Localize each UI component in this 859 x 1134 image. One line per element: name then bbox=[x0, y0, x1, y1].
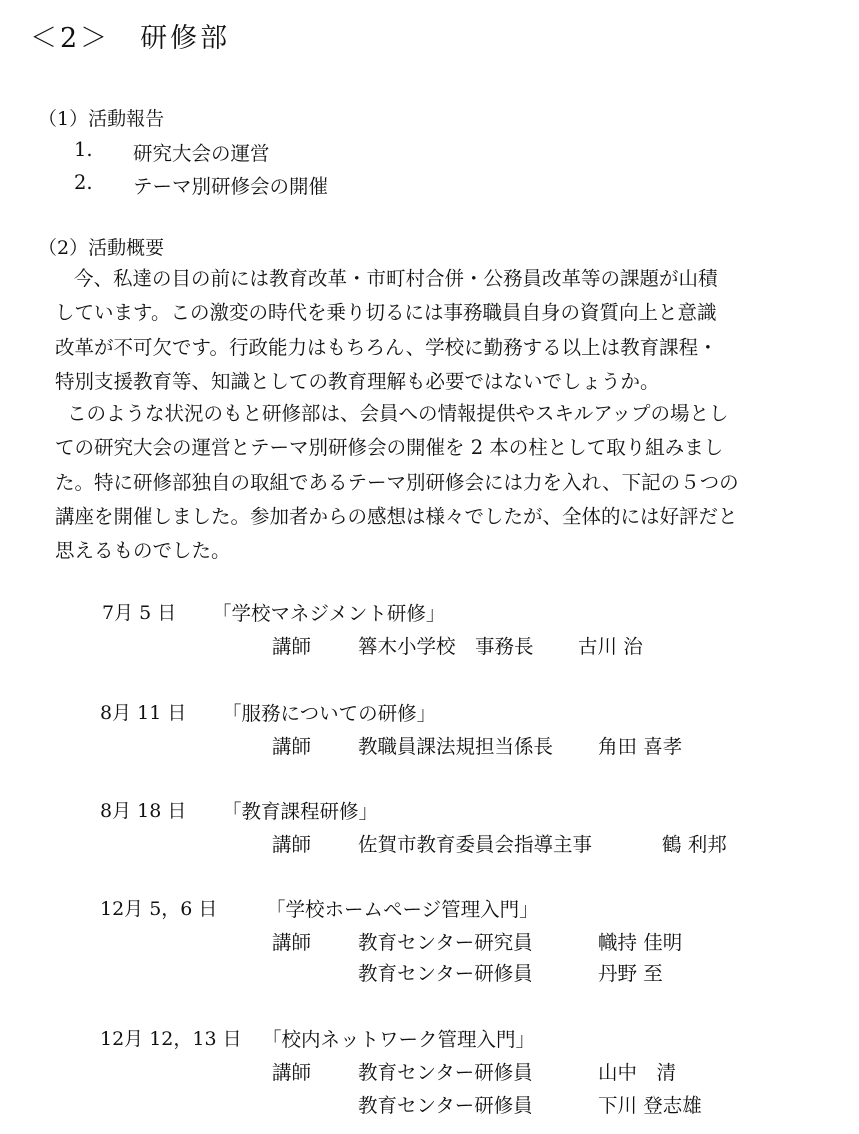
seminar-date: 8月 11 日 bbox=[100, 702, 187, 724]
lecturer-label: 講師 bbox=[272, 833, 312, 856]
lecturer-name: 丹野 至 bbox=[598, 962, 663, 985]
seminar-title: 「教育課程研修」 bbox=[222, 800, 379, 823]
seminar-date: 12月 5，6 日 bbox=[100, 898, 218, 920]
seminar-title: 「校内ネットワーク管理入門」 bbox=[262, 1028, 536, 1051]
overview-paragraph-2 bbox=[55, 397, 815, 568]
seminar-title: 「学校ホームページ管理入門」 bbox=[266, 898, 539, 921]
lecturer-name: 角田 喜孝 bbox=[598, 735, 683, 758]
paragraph-line: 思えるものでした。 bbox=[55, 539, 231, 563]
paragraph-line: 改革が不可欠です。行政能力はもちろん、学校に勤務する以上は教育課程・ bbox=[55, 335, 718, 359]
lecturer-role: 教育センター研修員 bbox=[358, 1094, 533, 1117]
paragraph-line: た。特に研修部独自の取組であるテーマ別研修会には力を入れ、下記の５つの bbox=[55, 470, 739, 494]
lecturer-name: 下川 登志雄 bbox=[598, 1094, 702, 1117]
lecturer-label: 講師 bbox=[272, 735, 312, 758]
paragraph-line: ての研究大会の運営とテーマ別研修会の開催を 2 本の柱として取り組みまし bbox=[55, 436, 724, 460]
paragraph-line: 特別支援教育等、知識としての教育理解も必要ではないでしょうか。 bbox=[55, 369, 660, 393]
report-item-number: 1. bbox=[74, 138, 93, 161]
seminar-date: 12月 12，13 日 bbox=[100, 1028, 242, 1050]
paragraph-line: 講座を開催しました。参加者からの感想は様々でしたが、全体的には好評だと bbox=[55, 504, 738, 528]
report-heading: （1）活動報告 bbox=[38, 108, 165, 130]
lecturer-role: 簭木小学校 事務長 bbox=[358, 635, 534, 658]
paragraph-line: しています。この激変の時代を乗り切るには事務職員自身の資質向上と意識 bbox=[55, 301, 717, 325]
lecturer-name: 山中 清 bbox=[598, 1061, 677, 1084]
paragraph-line: 今、私達の目の前には教育改革・市町村合併・公務員改革等の課題が山積 bbox=[74, 267, 718, 290]
seminar-date: 7月 5 日 bbox=[102, 602, 177, 624]
lecturer-label: 講師 bbox=[272, 931, 312, 954]
lecturer-label: 講師 bbox=[272, 1061, 312, 1084]
lecturer-label: 講師 bbox=[272, 635, 312, 658]
paragraph-line: このような状況のもと研修部は、会員への情報提供やスキルアップの場とし bbox=[67, 402, 729, 425]
seminar-date: 8月 18 日 bbox=[100, 800, 187, 822]
report-item-text: テーマ別研修会の開催 bbox=[133, 175, 329, 198]
section-title: ＜2＞ 研修部 bbox=[30, 23, 231, 54]
lecturer-name: 鶴 利邦 bbox=[662, 833, 727, 856]
seminar-title: 「学校マネジメント研修」 bbox=[212, 602, 446, 625]
lecturer-role: 教育センター研修員 bbox=[358, 962, 533, 985]
lecturer-role: 佐賀市教育委員会指導主事 bbox=[358, 833, 593, 856]
overview-heading: （2）活動概要 bbox=[38, 237, 165, 259]
lecturer-role: 教職員課法規担当係長 bbox=[358, 735, 554, 758]
lecturer-name: 古川 治 bbox=[578, 635, 643, 658]
lecturer-role: 教育センター研究員 bbox=[358, 931, 533, 954]
lecturer-name: 幟持 佳明 bbox=[598, 931, 683, 954]
overview-paragraph-1 bbox=[55, 262, 815, 399]
seminar-title: 「服務についての研修」 bbox=[222, 702, 437, 725]
report-item-text: 研究大会の運営 bbox=[133, 142, 270, 165]
lecturer-role: 教育センター研修員 bbox=[358, 1061, 533, 1084]
report-item-number: 2. bbox=[74, 171, 93, 194]
